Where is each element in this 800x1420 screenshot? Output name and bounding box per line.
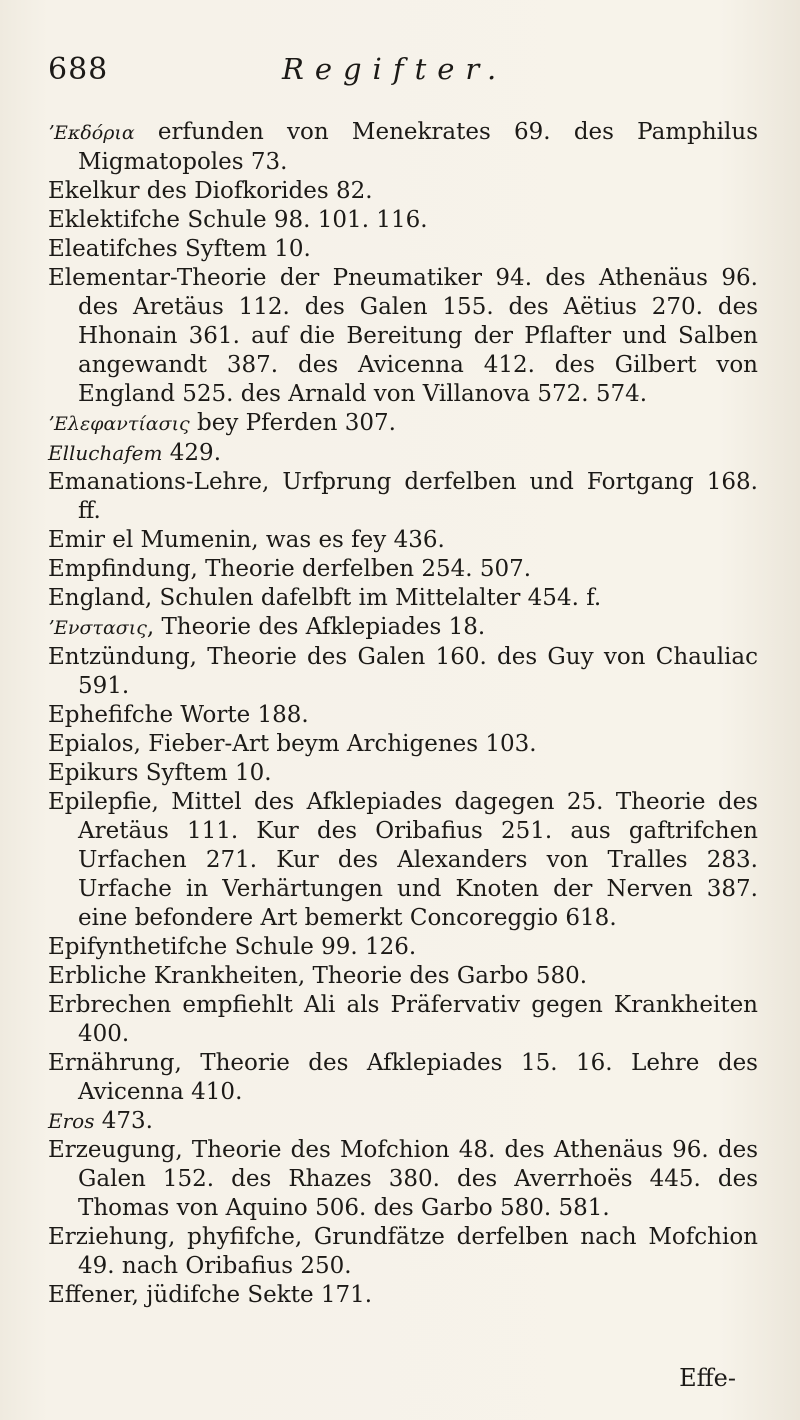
- entry-text: Erbliche Krankheiten, Theorie des Garbo 580.: [48, 963, 588, 989]
- entry-text: England, Schulen dafelbft im Mittelalter 454. f.: [48, 585, 602, 611]
- index-entry: [48, 1281, 758, 1310]
- index-entry: [48, 1049, 758, 1107]
- index-entry: [48, 788, 758, 933]
- entry-text: Emanations-Lehre, Urfprung derfelben und Fortgang 168. ff.: [48, 469, 758, 524]
- page-number: 688: [48, 52, 109, 87]
- entry-text: , Theorie des Afklepiades 18.: [146, 614, 486, 640]
- entry-term: Elluchafem: [48, 441, 163, 465]
- entry-text: Eklektifche Schule 98. 101. 116.: [48, 207, 428, 233]
- index-entry: [48, 933, 758, 962]
- index-entry: [48, 991, 758, 1049]
- index-entry: [48, 1136, 758, 1223]
- index-entry: [48, 962, 758, 991]
- index-entry: [48, 439, 758, 468]
- entry-text: Epikurs Syftem 10.: [48, 760, 272, 786]
- entry-text: 429.: [162, 440, 222, 466]
- entry-term: Eros: [48, 1109, 95, 1133]
- index-entry: [48, 264, 758, 409]
- entry-text: Elementar-Theorie der Pneumatiker 94. des Athenäus 96. des Aretäus 112. des Galen 155. des Aëtius 270. des Hhonain 361. auf die Bereitung der Pflafter und Salben angewandt 387. des Avicenna 412. des Gilbert von England 525. des Arnald von Villanova 572. 574.: [48, 265, 758, 407]
- index-entry: [48, 1107, 758, 1136]
- entry-text: Ephefifche Worte 188.: [48, 702, 309, 728]
- entry-text: Effener, jüdifche Sekte 171.: [48, 1282, 373, 1308]
- entry-text: Ekelkur des Diofkorides 82.: [48, 178, 373, 204]
- entry-text: Emir el Mumenin, was es fey 436.: [48, 527, 445, 553]
- index-entry: [48, 555, 758, 584]
- entry-text: Erbrechen empfiehlt Ali als Präfervativ gegen Krankheiten 400.: [48, 992, 758, 1047]
- entry-text: Epilepfie, Mittel des Afklepiades dagegen 25. Theorie des Aretäus 111. Kur des Oribafius 251. aus gaftrifchen Urfachen 271. Kur des Alexanders von Tralles 283. Urfache in Verhärtungen und Knoten der Nerven 387. eine befondere Art bemerkt Concoreggio 618.: [48, 789, 758, 931]
- index-entry: [48, 584, 758, 613]
- page-header: [48, 52, 748, 102]
- entry-text: Epifynthetifche Schule 99. 126.: [48, 934, 417, 960]
- index-entry: [48, 468, 758, 526]
- index-entry: [48, 730, 758, 759]
- entry-term: ʼΕλεφαντίασις: [48, 413, 190, 435]
- index-entry: [48, 206, 758, 235]
- running-title: Regifter.: [282, 52, 508, 86]
- index-entry: [48, 235, 758, 264]
- index-entry: [48, 759, 758, 788]
- entry-text: Entzündung, Theorie des Galen 160. des Guy von Chauliac 591.: [48, 644, 758, 699]
- entry-text: 473.: [94, 1108, 153, 1134]
- entry-term: ʼΕκδόρια: [48, 122, 135, 144]
- index-entries: [48, 118, 758, 1310]
- entry-text: Erziehung, phyfifche, Grundfätze derfelben nach Mofchion 49. nach Oribafius 250.: [48, 1224, 758, 1279]
- catchword: Effe-: [679, 1364, 736, 1392]
- index-entry: [48, 118, 758, 177]
- index-entry: [48, 177, 758, 206]
- index-entry: [48, 409, 758, 439]
- index-entry: [48, 613, 758, 643]
- entry-text: Erzeugung, Theorie des Mofchion 48. des Athenäus 96. des Galen 152. des Rhazes 380. des Averrhoës 445. des Thomas von Aquino 506. des Garbo 580. 581.: [48, 1137, 758, 1221]
- entry-text: Epialos, Fieber-Art beym Archigenes 103.: [48, 731, 537, 757]
- index-entry: [48, 643, 758, 701]
- entry-text: erfunden von Menekrates 69. des Pamphilus Migmatopoles 73.: [78, 119, 758, 175]
- index-entry: [48, 526, 758, 555]
- entry-text: Eleatifches Syftem 10.: [48, 236, 311, 262]
- entry-text: bey Pferden 307.: [189, 410, 396, 436]
- entry-text: Ernährung, Theorie des Afklepiades 15. 16. Lehre des Avicenna 410.: [48, 1050, 758, 1105]
- entry-term: ʼΕνστασις: [48, 617, 147, 639]
- entry-text: Empfindung, Theorie derfelben 254. 507.: [48, 556, 532, 582]
- index-entry: [48, 1223, 758, 1281]
- index-entry: [48, 701, 758, 730]
